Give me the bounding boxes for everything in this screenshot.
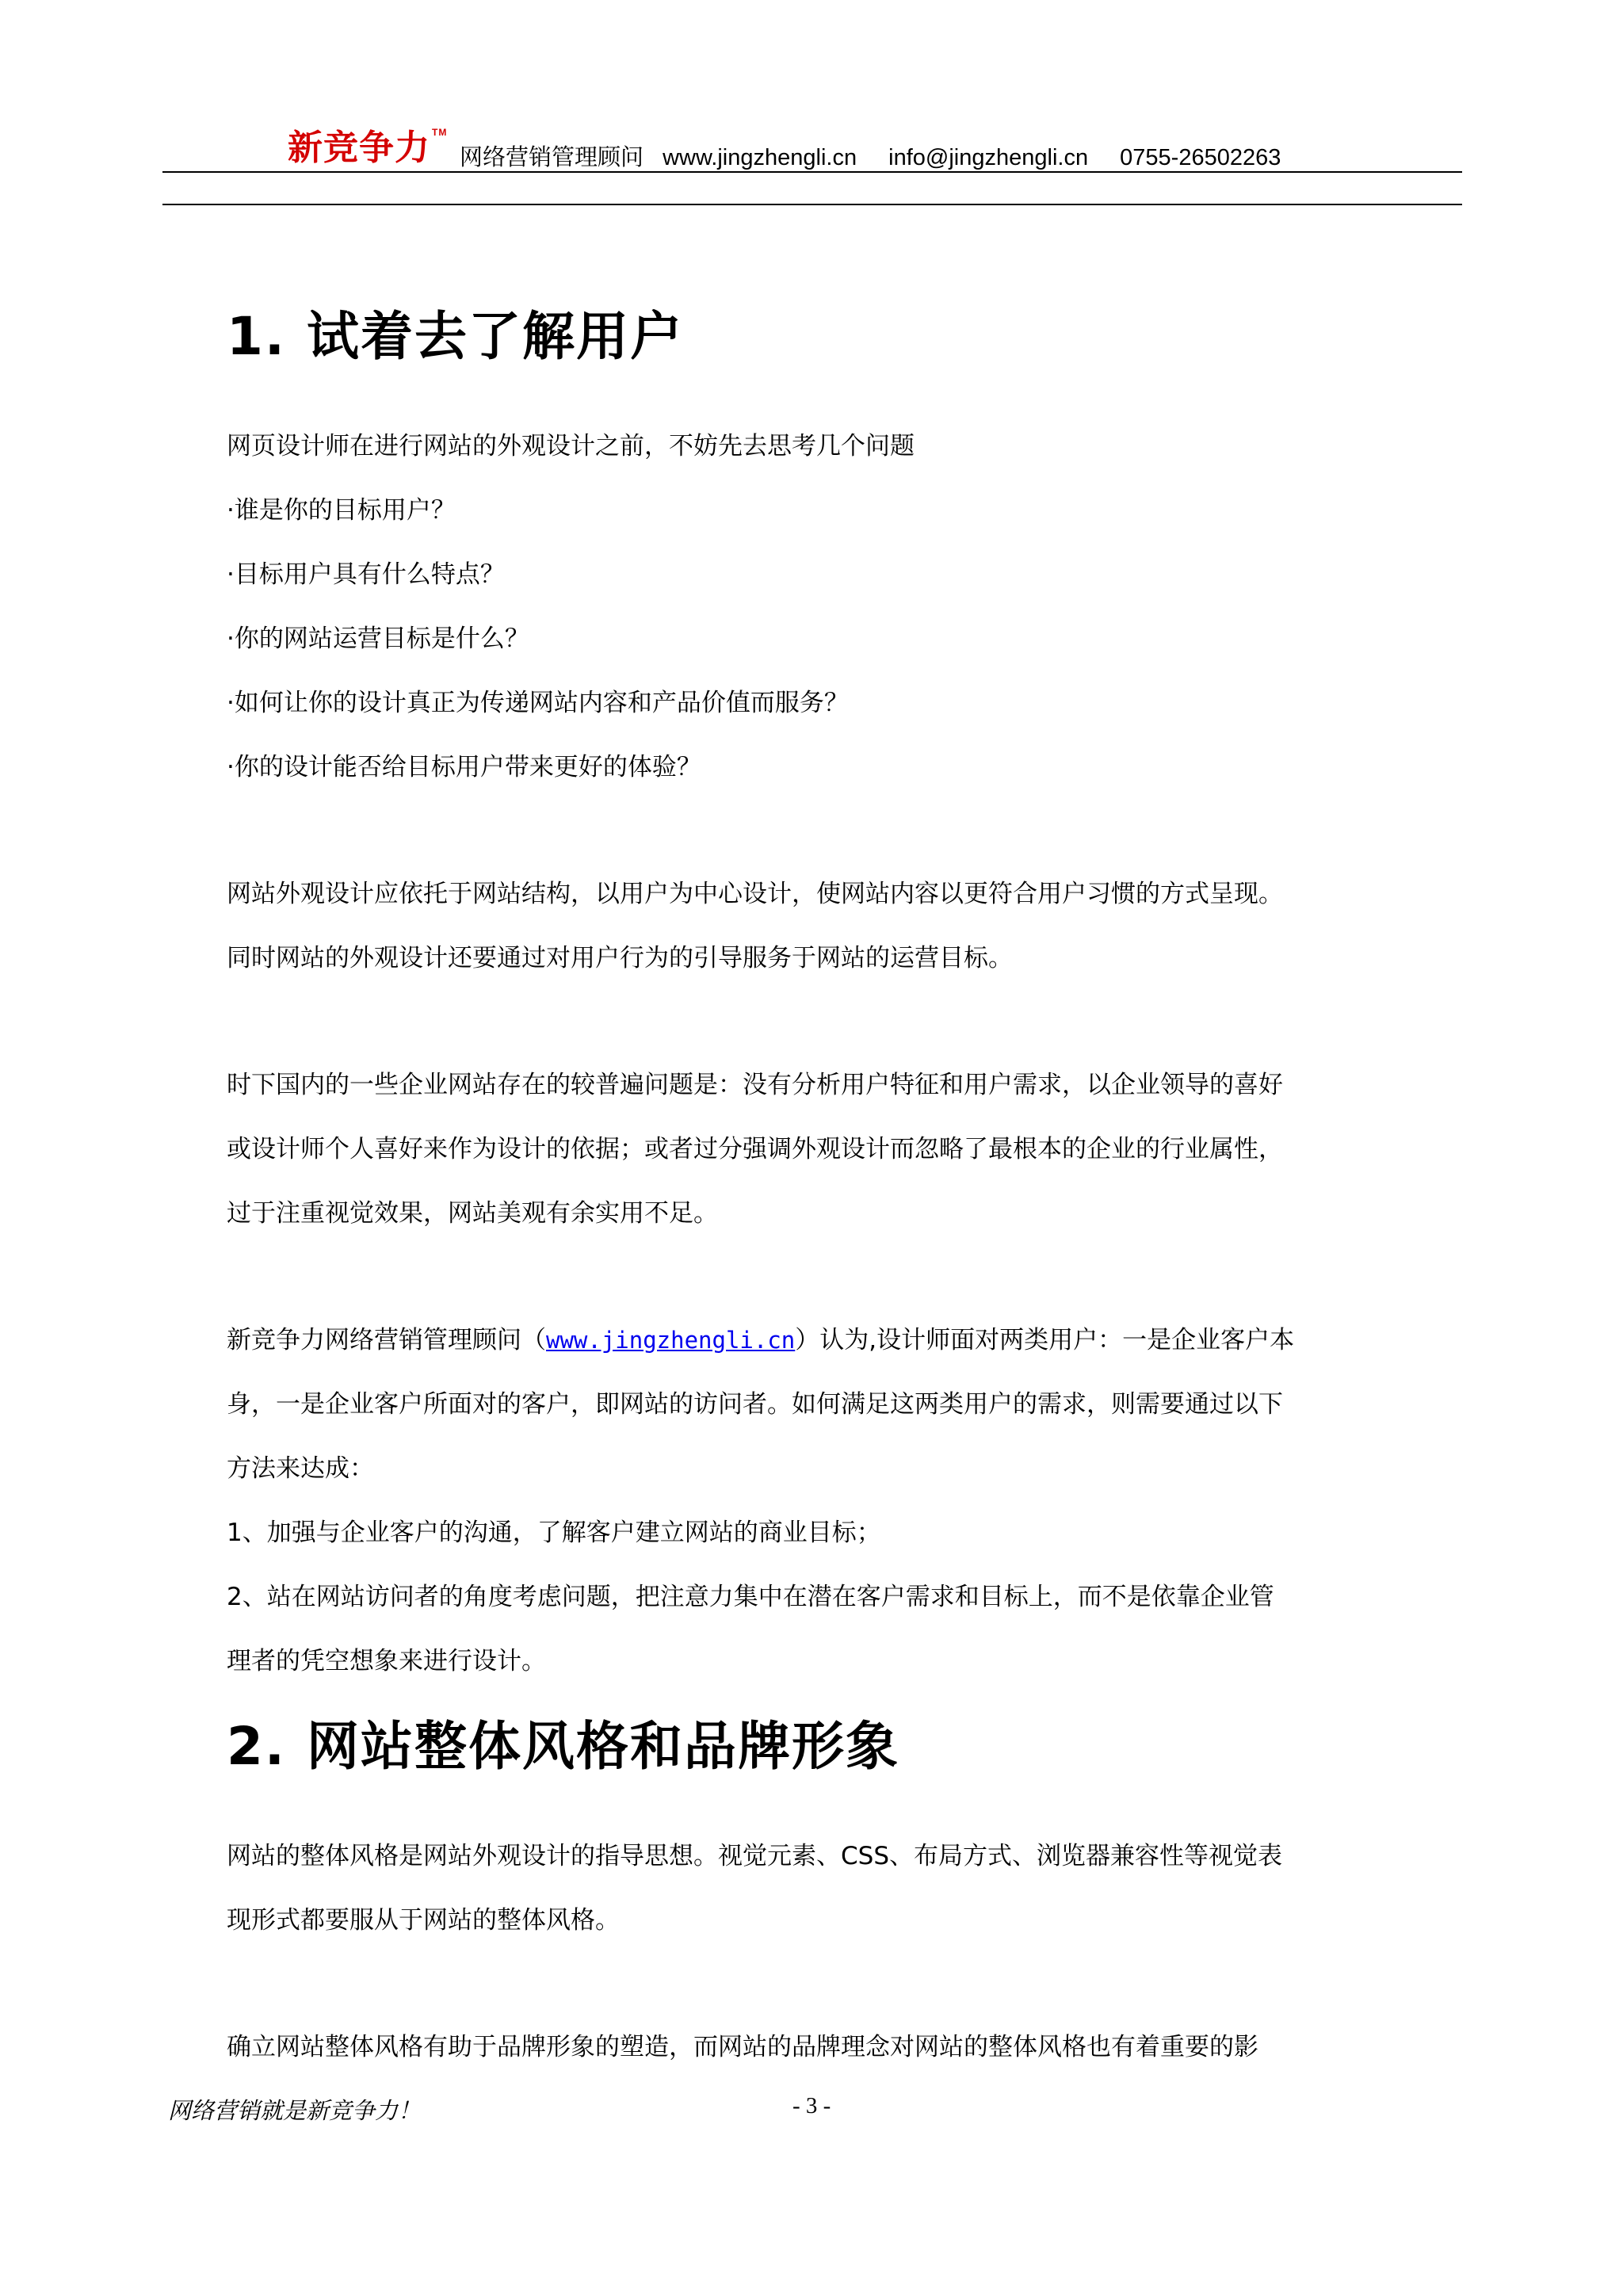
brand-logo <box>288 119 447 170</box>
step-item: 理者的凭空想象来进行设计。 <box>227 1647 546 1675</box>
section-2-heading <box>227 1711 1459 1782</box>
paragraph-line: 时下国内的一些企业网站存在的较普遍问题是：没有分析用户特征和用户需求，以企业领导的喜好 <box>227 1071 1283 1099</box>
website-link[interactable]: www.jingzhengli.cn <box>546 1327 796 1354</box>
paragraph-line: 现形式都要服从于网站的整体风格。 <box>227 1906 620 1935</box>
header-website: www.jingzhengli.cn <box>663 145 857 170</box>
header-rule-top <box>162 171 1462 173</box>
paragraph-line: 网站的整体风格是网站外观设计的指导思想。视觉元素、CSS、布局方式、浏览器兼容性等视觉表 <box>227 1842 1282 1870</box>
header-rule-bottom <box>162 204 1462 205</box>
step-item: 2、站在网站访问者的角度考虑问题，把注意力集中在潜在客户需求和目标上，而不是依靠企业管 <box>227 1583 1274 1611</box>
header-contact-info <box>460 139 1306 172</box>
para3-suffix: ）认为,设计师面对两类用户：一是企业客户本 <box>795 1326 1295 1354</box>
section-1-title: 试着去了解用户 <box>307 306 684 367</box>
bullet-item: ·你的设计能否给目标用户带来更好的体验？ <box>227 753 701 781</box>
paragraph-line: 身，一是企业客户所面对的客户，即网站的访问者。如何满足这两类用户的需求，则需要通过以下 <box>227 1390 1283 1419</box>
footer-slogan: 网络营销就是新竞争力！ <box>168 2097 422 2124</box>
header-email: info@jingzhengli.cn <box>888 145 1089 170</box>
paragraph-line: 网站外观设计应依托于网站结构，以用户为中心设计，使网站内容以更符合用户习惯的方式呈现。 <box>227 880 1283 908</box>
header-tagline: 网络营销管理顾问 <box>460 145 644 170</box>
step-item: 1、加强与企业客户的沟通，了解客户建立网站的商业目标； <box>227 1519 881 1547</box>
section-1-number: 1. <box>227 306 286 367</box>
bullet-item: ·目标用户具有什么特点？ <box>227 560 505 589</box>
brand-name: 新竞争力 <box>288 128 430 168</box>
bullet-item: ·你的网站运营目标是什么？ <box>227 625 529 653</box>
para3-prefix: 新竞争力网络营销管理顾问（ <box>227 1326 546 1354</box>
page-number: - 3 - <box>792 2093 831 2118</box>
trademark-mark: TM <box>432 127 448 138</box>
page-content <box>227 301 1459 2080</box>
header-phone: 0755-26502263 <box>1120 145 1281 170</box>
paragraph-line-with-link <box>227 1308 1459 1373</box>
paragraph-line: 或设计师个人喜好来作为设计的依据；或者过分强调外观设计而忽略了最根本的企业的行业属性， <box>227 1135 1283 1163</box>
paragraph-line: 方法来达成： <box>227 1454 374 1483</box>
bullet-item: ·谁是你的目标用户？ <box>227 496 456 525</box>
paragraph-line: 确立网站整体风格有助于品牌形象的塑造，而网站的品牌理念对网站的整体风格也有着重要的影 <box>227 2033 1258 2061</box>
paragraph-line: 过于注重视觉效果，网站美观有余实用不足。 <box>227 1199 718 1228</box>
section-1-intro: 网页设计师在进行网站的外观设计之前，不妨先去思考几个问题 <box>227 432 915 460</box>
section-2-title: 网站整体风格和品牌形象 <box>307 1716 899 1777</box>
section-1-heading <box>227 301 1459 372</box>
page-header <box>162 119 1466 170</box>
paragraph-line: 同时网站的外观设计还要通过对用户行为的引导服务于网站的运营目标。 <box>227 944 1013 972</box>
section-2-number: 2. <box>227 1716 286 1777</box>
bullet-item: ·如何让你的设计真正为传递网站内容和产品价值而服务？ <box>227 689 849 717</box>
